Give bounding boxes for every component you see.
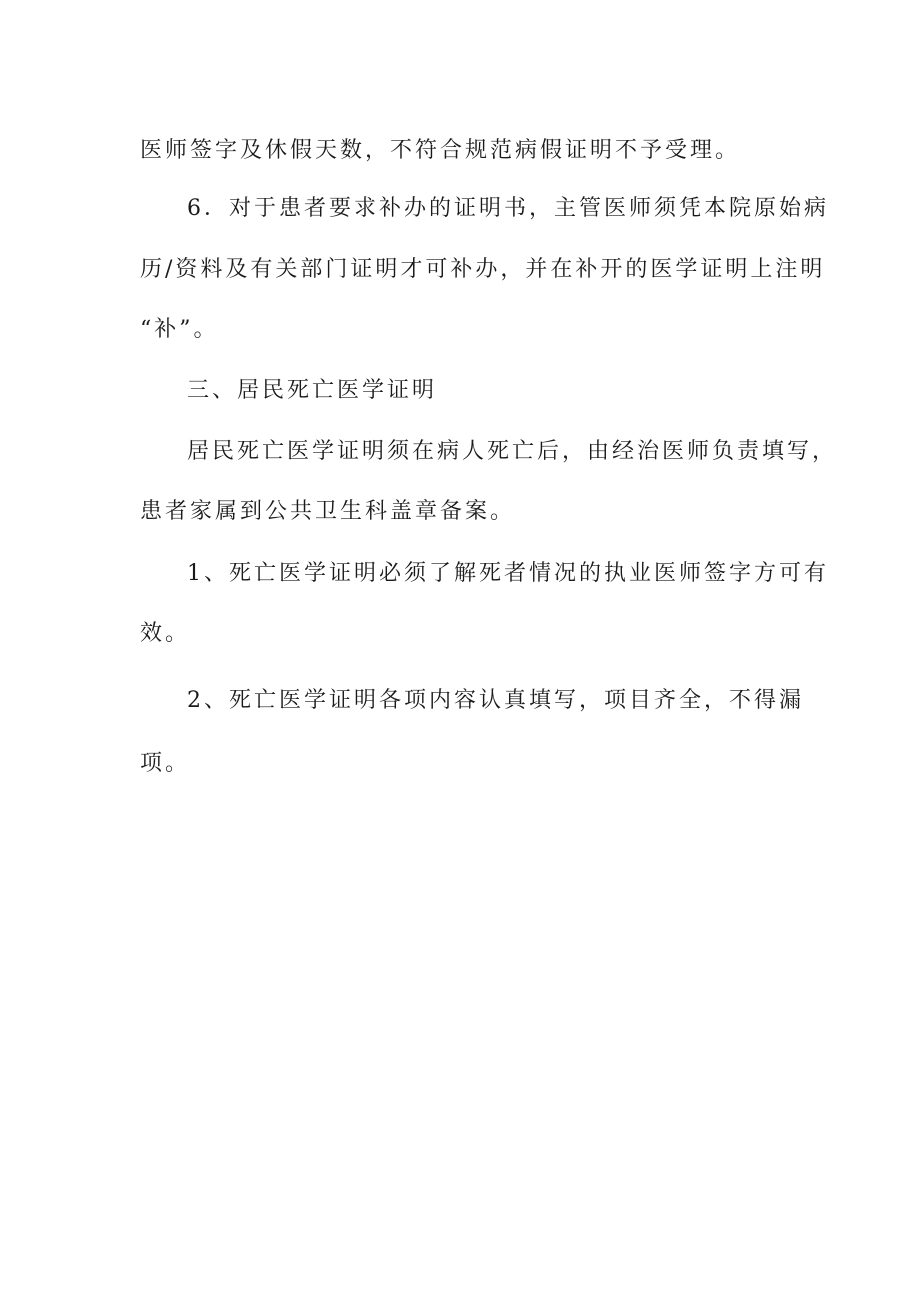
paragraph-line: 患者家属到公共卫生科盖章备案。 (140, 499, 516, 524)
paragraph-line: 1、死亡医学证明必须了解死者情况的执业医师签字方可有 (187, 561, 829, 586)
paragraph-line: 居民死亡医学证明须在病人死亡后，由经治医师负责填写， (187, 439, 838, 464)
paragraph-line: “补”。 (140, 317, 219, 342)
paragraph-line: 医师签字及休假天数，不符合规范病假证明不予受理。 (140, 138, 741, 163)
paragraph-line: 历/资料及有关部门证明才可补办，并在补开的医学证明上注明 (140, 257, 826, 282)
paragraph-line: 2、死亡医学证明各项内容认真填写，项目齐全，不得漏 (187, 688, 804, 713)
paragraph-line: 效。 (140, 621, 191, 646)
section-heading: 三、居民死亡医学证明 (187, 378, 438, 403)
paragraph-line: 6．对于患者要求补办的证明书，主管医师须凭本院原始病 (187, 196, 829, 221)
paragraph-line: 项。 (140, 751, 191, 776)
